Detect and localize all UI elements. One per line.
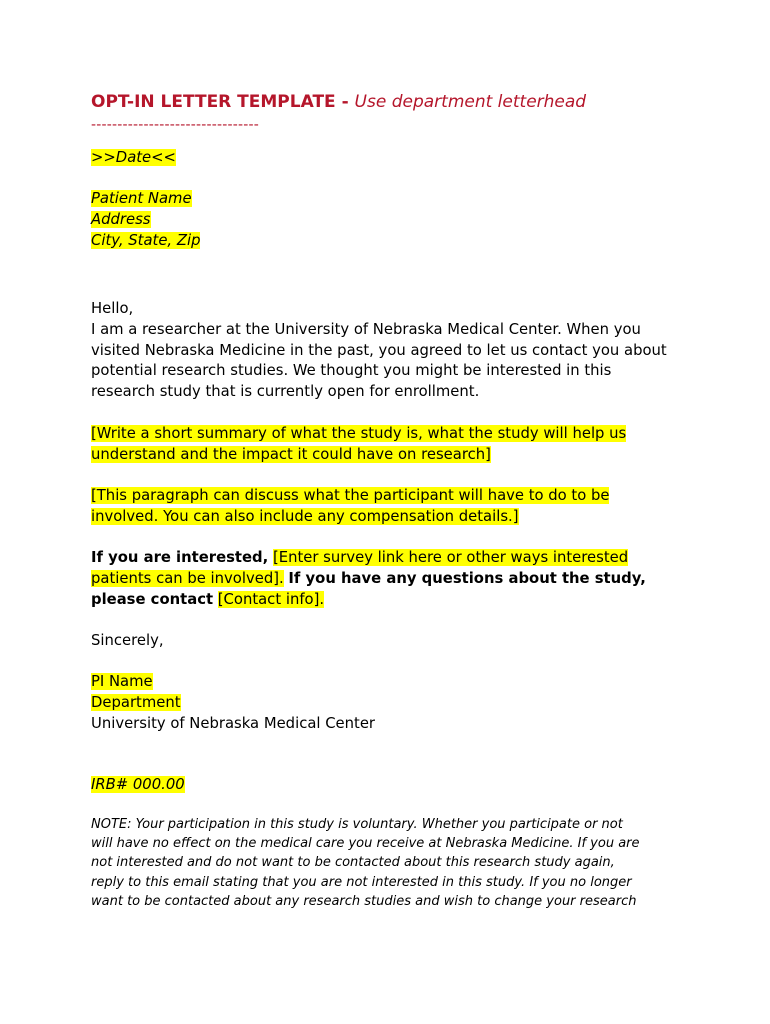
- note-line: want to be contacted about any research studies and wish to change your research: [91, 893, 637, 909]
- department: Department: [91, 693, 181, 711]
- title-rule: --------------------------------: [91, 117, 260, 133]
- intro-line: I am a researcher at the University of Nebraska Medical Center. When you: [91, 320, 641, 338]
- title-italic: Use department letterhead: [354, 92, 587, 112]
- pi-name: PI Name: [91, 673, 153, 690]
- participation-paragraph: [91, 486, 609, 528]
- patient-address: Address: [91, 210, 151, 228]
- patient-name: Patient Name: [91, 190, 192, 207]
- intro-line: research study that is currently open for enrollment.: [91, 383, 480, 401]
- summary-line: understand and the impact it could have on research]: [91, 445, 491, 463]
- intro-line: visited Nebraska Medicine in the past, you agreed to let us contact you about: [91, 341, 667, 359]
- institution: University of Nebraska Medical Center: [91, 714, 376, 732]
- participation-line: involved. You can also include any compensation details.]: [91, 507, 519, 525]
- page-title: [91, 92, 586, 112]
- patient-city: City, State, Zip: [91, 231, 201, 249]
- irb-number: IRB# 000.00: [91, 776, 185, 793]
- intro-line: potential research studies. We thought you might be interested in this: [91, 362, 612, 380]
- closing: Sincerely,: [91, 632, 164, 649]
- signature-block: [91, 672, 375, 734]
- intro-paragraph: [91, 299, 667, 403]
- note-line: will have no effect on the medical care you receive at Nebraska Medicine. If you are: [91, 836, 640, 852]
- note-line: NOTE: Your participation in this study is voluntary. Whether you participate or not: [91, 817, 623, 832]
- address-block: [91, 189, 200, 251]
- title-bold: OPT-IN LETTER TEMPLATE -: [91, 92, 355, 112]
- date-placeholder: >>Date<<: [91, 149, 176, 166]
- summary-line: [Write a short summary of what the study is, what the study will help us: [91, 425, 627, 442]
- note-paragraph: [91, 815, 691, 911]
- participation-line: [This paragraph can discuss what the participant will have to do to be: [91, 487, 610, 504]
- survey-link-placeholder-cont: patients can be involved].: [91, 569, 284, 587]
- contact-info-placeholder: [Contact info].: [217, 590, 325, 608]
- irb-block: [91, 775, 185, 796]
- survey-link-placeholder: [Enter survey link here or other ways interested: [272, 549, 629, 566]
- note-line: not interested and do not want to be contacted about this research study again,: [91, 855, 615, 871]
- interest-paragraph: [91, 548, 646, 610]
- interest-bold-mid: If you have any questions about the study,: [288, 569, 646, 587]
- greeting: Hello,: [91, 300, 134, 317]
- summary-paragraph: [91, 424, 626, 466]
- interest-bold-end: please contact: [91, 590, 214, 608]
- note-line: reply to this email stating that you are not interested in this study. If you no longer: [91, 874, 632, 890]
- interest-bold-start: If you are interested,: [91, 549, 269, 566]
- date-block: [91, 148, 176, 169]
